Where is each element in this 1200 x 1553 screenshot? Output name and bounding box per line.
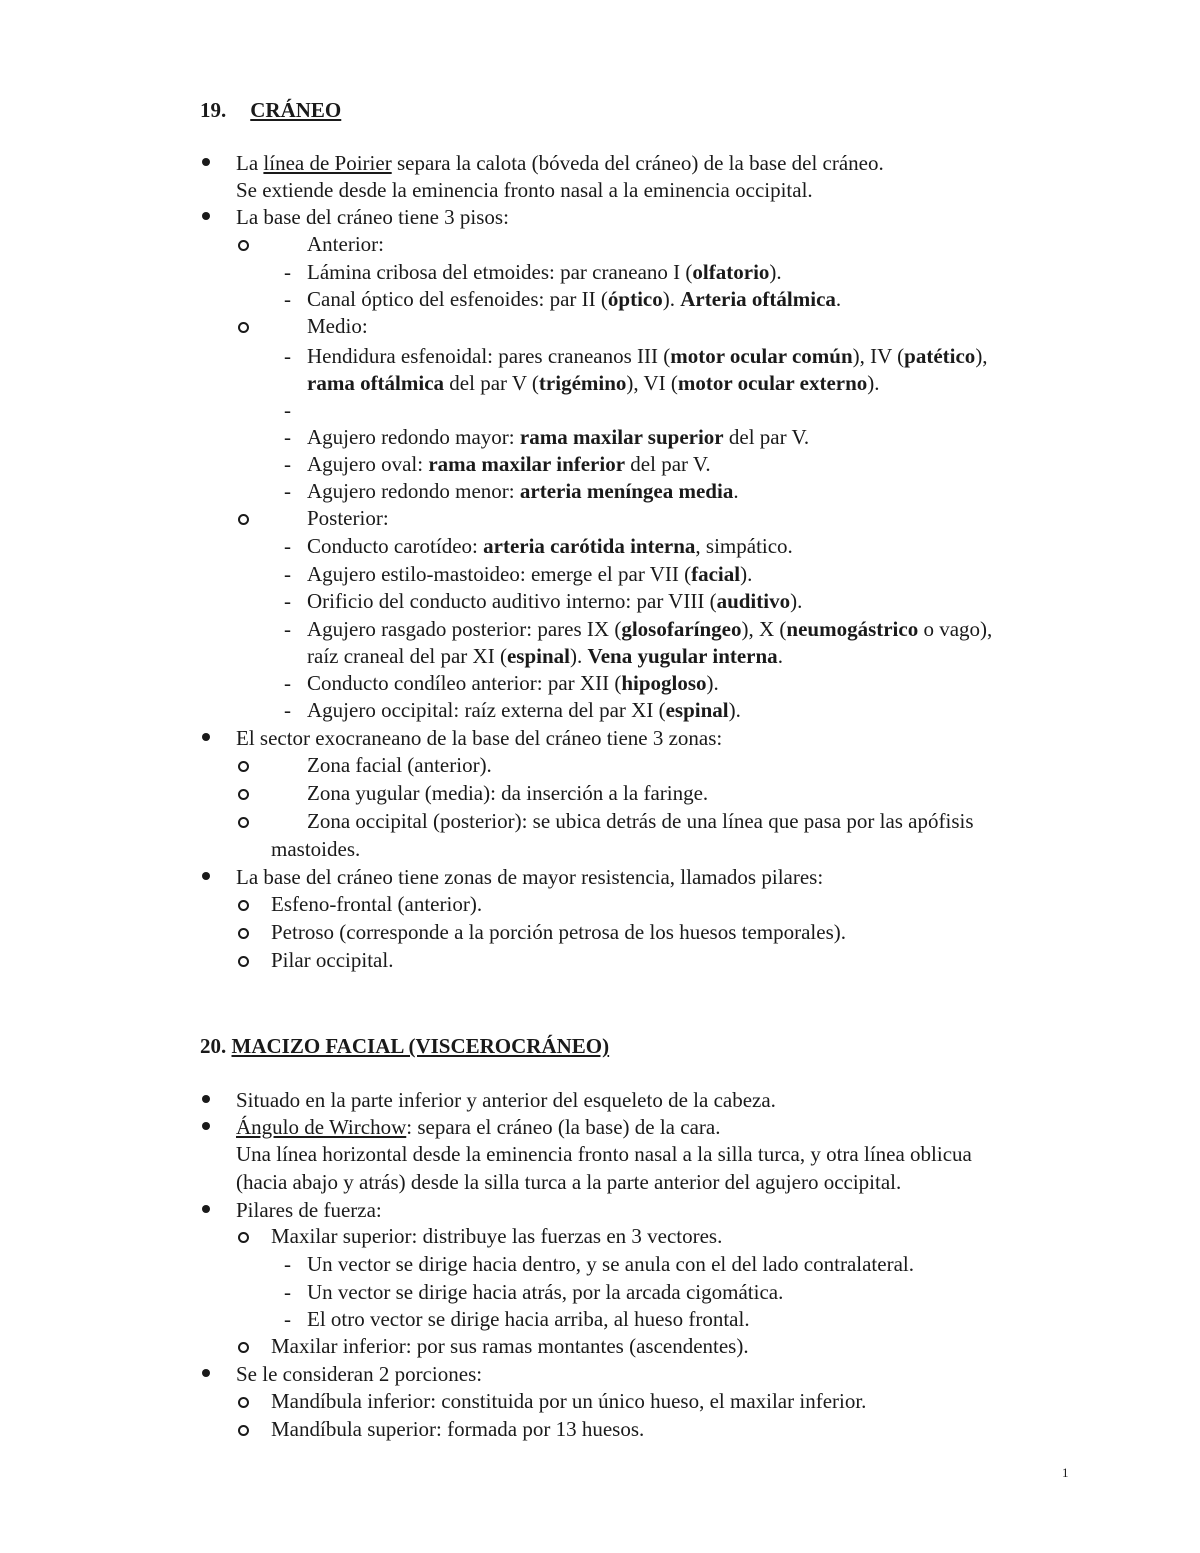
- dash-bullet-icon: -: [284, 671, 291, 695]
- list-item: Zona facial (anterior).: [307, 753, 492, 777]
- circle-bullet-icon: [238, 817, 249, 828]
- subitem-anterior: Anterior:: [307, 232, 384, 256]
- dash-bullet-icon: -: [284, 1307, 291, 1331]
- dash-bullet-icon: -: [284, 287, 291, 311]
- page-number: 1: [1062, 1465, 1069, 1480]
- list-item: Conducto carotídeo: arteria carótida interna, simpático.: [307, 534, 793, 558]
- bullet-icon: [202, 1205, 210, 1213]
- list-item-continuation: Una línea horizontal desde la eminencia fronto nasal a la silla turca, y otra línea oblicua: [236, 1142, 972, 1166]
- section-19-heading: [200, 97, 341, 124]
- dash-bullet-icon: -: [284, 617, 291, 641]
- list-item: Lámina cribosa del etmoides: par craneano I (olfatorio).: [307, 260, 782, 284]
- term-linea-poirier: línea de Poirier: [263, 151, 392, 175]
- subitem-posterior: Posterior:: [307, 506, 389, 530]
- list-item: El sector exocraneano de la base del cráneo tiene 3 zonas:: [236, 726, 723, 750]
- bullet-icon: [202, 733, 210, 741]
- dash-bullet-icon: -: [284, 479, 291, 503]
- bullet-icon: [202, 212, 210, 220]
- list-item: Un vector se dirige hacia atrás, por la arcada cigomática.: [307, 1280, 784, 1304]
- list-item: Esfeno-frontal (anterior).: [271, 892, 483, 916]
- dash-bullet-icon: -: [284, 1280, 291, 1304]
- circle-bullet-icon: [238, 761, 249, 772]
- list-item: Conducto condíleo anterior: par XII (hipogloso).: [307, 671, 719, 695]
- circle-bullet-icon: [238, 240, 249, 251]
- list-item: Petroso (corresponde a la porción petrosa de los huesos temporales).: [271, 920, 846, 944]
- dash-bullet-icon: -: [284, 1252, 291, 1276]
- bullet-icon: [202, 1369, 210, 1377]
- term-angulo-wirchow: Ángulo de Wirchow: [236, 1115, 407, 1139]
- list-item: Se le consideran 2 porciones:: [236, 1362, 483, 1386]
- section-number: 20.: [200, 1034, 227, 1058]
- circle-bullet-icon: [238, 1397, 249, 1408]
- list-item: Zona occipital (posterior): se ubica detrás de una línea que pasa por las apófisis: [307, 809, 974, 833]
- list-item-continuation: rama oftálmica del par V (trigémino), VI (motor ocular externo).: [307, 371, 880, 395]
- dash-bullet-icon: -: [284, 260, 291, 284]
- dash-bullet-icon: -: [284, 562, 291, 586]
- list-item: Mandíbula inferior: constituida por un único hueso, el maxilar inferior.: [271, 1389, 867, 1413]
- list-item: Orificio del conducto auditivo interno: par VIII (auditivo).: [307, 589, 803, 613]
- subitem-medio: Medio:: [307, 314, 368, 338]
- circle-bullet-icon: [238, 956, 249, 967]
- list-item: Pilar occipital.: [271, 948, 394, 972]
- list-item-continuation: mastoides.: [271, 837, 361, 861]
- section-title: MACIZO FACIAL (VISCEROCRÁNEO): [231, 1034, 610, 1058]
- circle-bullet-icon: [238, 1232, 249, 1243]
- list-item: Ángulo de Wirchow: separa el cráneo (la base) de la cara.: [236, 1115, 721, 1139]
- list-item: La base del cráneo tiene 3 pisos:: [236, 205, 509, 229]
- section-number: 19.: [200, 98, 227, 122]
- bullet-icon: [202, 872, 210, 880]
- dash-bullet-icon: -: [284, 398, 291, 422]
- section-20-heading: [200, 1033, 609, 1060]
- section-title: CRÁNEO: [250, 98, 342, 122]
- list-item: Pilares de fuerza:: [236, 1198, 382, 1222]
- circle-bullet-icon: [238, 928, 249, 939]
- list-item: Agujero oval: rama maxilar inferior del par V.: [307, 452, 711, 476]
- list-item: Agujero occipital: raíz externa del par XI (espinal).: [307, 698, 741, 722]
- list-item-continuation: raíz craneal del par XI (espinal). Vena yugular interna.: [307, 644, 783, 668]
- circle-bullet-icon: [238, 1425, 249, 1436]
- dash-bullet-icon: -: [284, 425, 291, 449]
- list-item: La base del cráneo tiene zonas de mayor resistencia, llamados pilares:: [236, 865, 824, 889]
- list-item: Hendidura esfenoidal: pares craneanos III (motor ocular común), IV (patético),: [307, 344, 988, 368]
- bullet-icon: [202, 1095, 210, 1103]
- list-item: La línea de Poirier separa la calota (bóveda del cráneo) de la base del cráneo.: [236, 151, 884, 175]
- list-item: El otro vector se dirige hacia arriba, al hueso frontal.: [307, 1307, 750, 1331]
- list-item-continuation: (hacia abajo y atrás) desde la silla turca a la parte anterior del agujero occipital.: [236, 1170, 902, 1194]
- list-item: Un vector se dirige hacia dentro, y se anula con el del lado contralateral.: [307, 1252, 914, 1276]
- list-item: Mandíbula superior: formada por 13 huesos.: [271, 1417, 645, 1441]
- list-item-continuation: Se extiende desde la eminencia fronto nasal a la eminencia occipital.: [236, 178, 813, 202]
- bullet-icon: [202, 1122, 210, 1130]
- dash-bullet-icon: -: [284, 589, 291, 613]
- list-item: Maxilar superior: distribuye las fuerzas en 3 vectores.: [271, 1224, 723, 1248]
- list-item: Situado en la parte inferior y anterior del esqueleto de la cabeza.: [236, 1088, 776, 1112]
- dash-bullet-icon: -: [284, 452, 291, 476]
- list-item: Agujero rasgado posterior: pares IX (glosofaríngeo), X (neumogástrico o vago),: [307, 617, 993, 641]
- dash-bullet-icon: -: [284, 698, 291, 722]
- list-item: Agujero redondo mayor: rama maxilar superior del par V.: [307, 425, 810, 449]
- circle-bullet-icon: [238, 514, 249, 525]
- bullet-icon: [202, 158, 210, 166]
- list-item: Canal óptico del esfenoides: par II (óptico). Arteria oftálmica.: [307, 287, 842, 311]
- circle-bullet-icon: [238, 1342, 249, 1353]
- dash-bullet-icon: -: [284, 534, 291, 558]
- circle-bullet-icon: [238, 322, 249, 333]
- dash-bullet-icon: -: [284, 344, 291, 368]
- circle-bullet-icon: [238, 900, 249, 911]
- list-item: Zona yugular (media): da inserción a la faringe.: [307, 781, 709, 805]
- circle-bullet-icon: [238, 789, 249, 800]
- list-item: Agujero redondo menor: arteria meníngea media.: [307, 479, 739, 503]
- list-item: Maxilar inferior: por sus ramas montantes (ascendentes).: [271, 1334, 749, 1358]
- list-item: Agujero estilo-mastoideo: emerge el par VII (facial).: [307, 562, 753, 586]
